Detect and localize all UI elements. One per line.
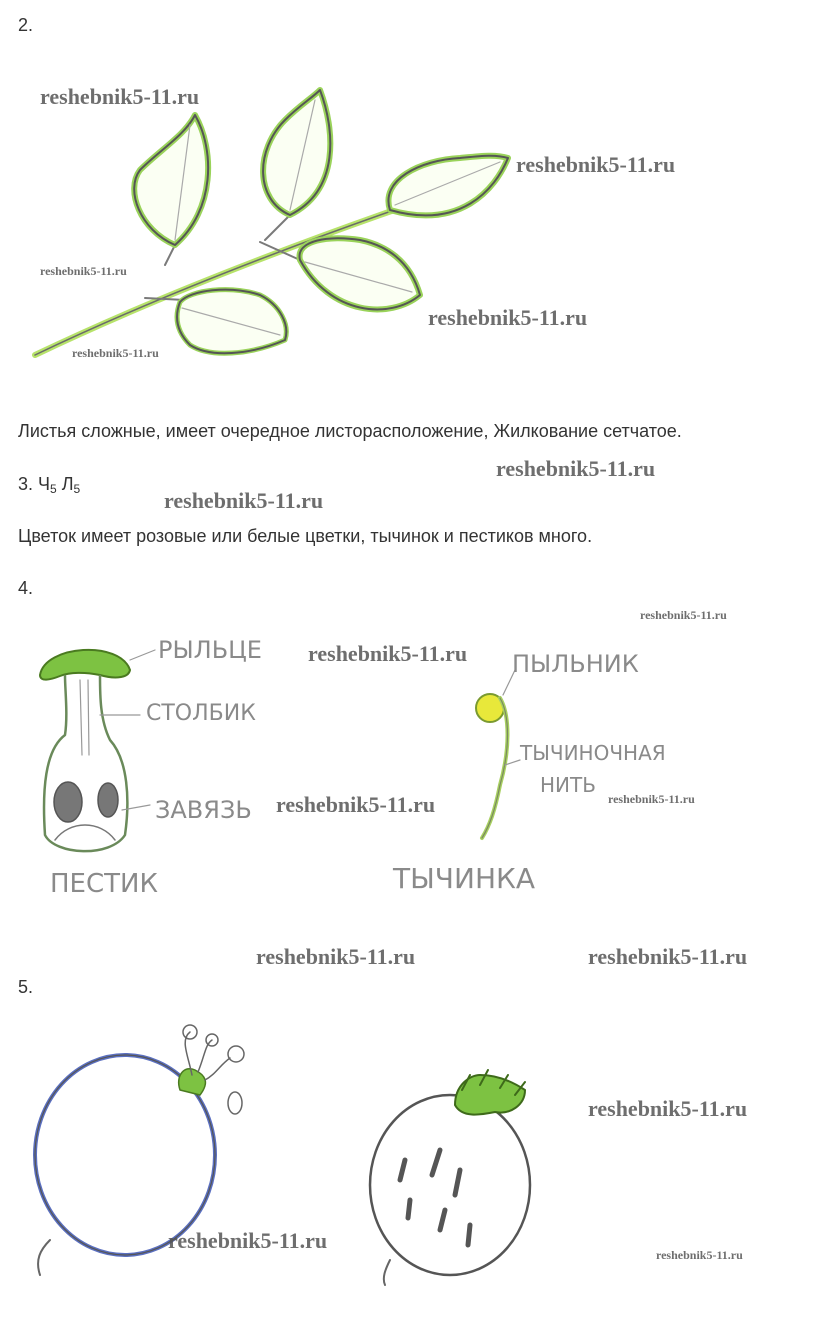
formula-sub-2: 5 [73, 482, 81, 496]
watermark: reshebnik5-11.ru [656, 1248, 743, 1262]
watermark: reshebnik5-11.ru [40, 84, 200, 109]
section-4-number: 4. [18, 578, 34, 598]
label-stigma: РЫЛЬЦЕ [158, 636, 262, 664]
watermark: reshebnik5-11.ru [516, 152, 676, 177]
watermark: reshebnik5-11.ru [428, 305, 588, 330]
label-stamen-title: ТЫЧИНКА [393, 862, 536, 895]
label-style: СТОЛБИК [146, 701, 256, 726]
watermark: reshebnik5-11.ru [276, 792, 436, 817]
section-3-formula [18, 473, 80, 500]
label-pistil-title: ПЕСТИК [50, 869, 158, 899]
section-3-description: Цветок имеет розовые или белые цветки, тычинок и пестиков много. [18, 526, 593, 546]
label-ovary: ЗАВЯЗЬ [155, 796, 252, 824]
watermark: reshebnik5-11.ru [588, 1096, 748, 1121]
watermark: reshebnik5-11.ru [164, 488, 324, 513]
label-filament-line1: ТЫЧИНОЧНАЯ [520, 741, 666, 765]
watermark: reshebnik5-11.ru [256, 944, 416, 969]
formula-prefix: 3. Ч [18, 474, 51, 494]
watermark: reshebnik5-11.ru [72, 346, 159, 360]
watermark: reshebnik5-11.ru [168, 1228, 328, 1253]
label-filament-line2: НИТЬ [540, 773, 596, 797]
section-2-description: Листья сложные, имеет очередное листорасположение, Жилкование сетчатое. [18, 421, 682, 441]
watermark: reshebnik5-11.ru [496, 456, 656, 481]
section-2-number: 2. [18, 15, 34, 35]
watermark: reshebnik5-11.ru [640, 608, 727, 622]
label-anther: ПЫЛЬНИК [512, 650, 639, 678]
leaf-branch-drawing [0, 80, 838, 380]
formula-sub-1: 5 [50, 482, 57, 496]
watermark: reshebnik5-11.ru [40, 264, 127, 278]
watermark: reshebnik5-11.ru [588, 944, 748, 969]
section-5-number: 5. [18, 977, 34, 997]
formula-mid: Л [56, 474, 74, 494]
watermark: reshebnik5-11.ru [608, 792, 695, 806]
watermark: reshebnik5-11.ru [308, 641, 468, 666]
